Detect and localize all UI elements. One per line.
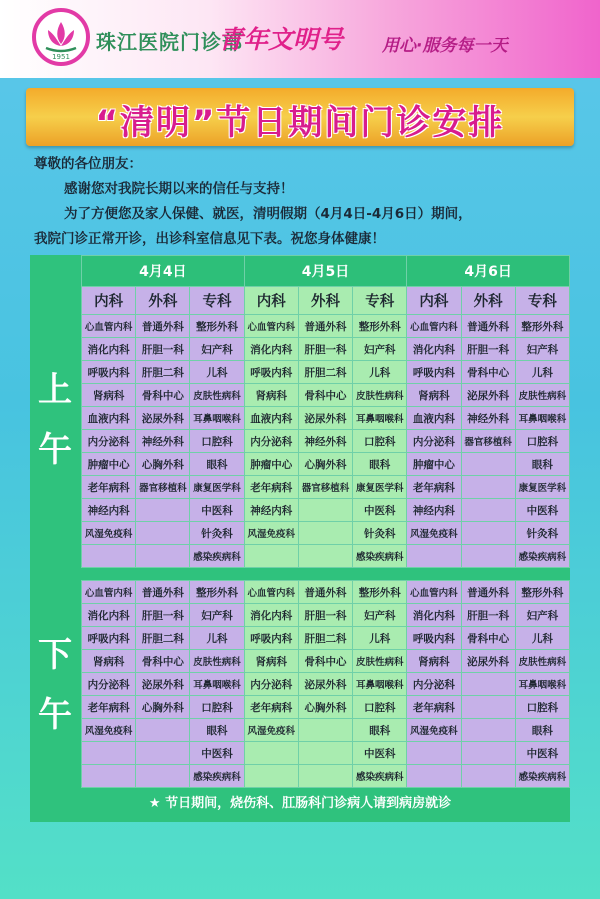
- schedule-cell: 消化内科: [244, 604, 298, 627]
- schedule-cell: 普通外科: [136, 581, 190, 604]
- schedule-cell: 神经外科: [298, 430, 352, 453]
- schedule-cell: 整形外科: [190, 581, 244, 604]
- schedule-cell: 皮肤性病科: [515, 384, 569, 407]
- schedule-cell: [136, 545, 190, 568]
- schedule-cell: 器官移植科: [461, 430, 515, 453]
- intro-line2: 为了方便您及家人保健、就医，清明假期（4月4日-4月6日）期间，: [64, 206, 472, 222]
- schedule-cell: [461, 499, 515, 522]
- schedule-cell: 肝胆一科: [298, 604, 352, 627]
- schedule-cell: 心血管内科: [244, 581, 298, 604]
- schedule-cell: 皮肤性病科: [353, 650, 407, 673]
- schedule-cell: 妇产科: [190, 604, 244, 627]
- schedule-cell: 肝胆一科: [461, 604, 515, 627]
- schedule-cell: 眼科: [515, 453, 569, 476]
- hospital-logo: [32, 8, 90, 66]
- schedule-cell: [82, 742, 136, 765]
- schedule-row: [82, 384, 570, 407]
- schedule-cell: [298, 522, 352, 545]
- schedule-cell: 耳鼻咽喉科: [353, 673, 407, 696]
- schedule-cell: [136, 499, 190, 522]
- schedule-cell: 肿瘤中心: [244, 453, 298, 476]
- schedule-cell: 呼吸内科: [244, 627, 298, 650]
- intro-text: [34, 152, 574, 252]
- schedule-cell: 心胸外科: [136, 453, 190, 476]
- schedule-cell: 内分泌科: [82, 673, 136, 696]
- schedule-cell: 眼科: [190, 719, 244, 742]
- schedule-cell: 感染疾病科: [515, 545, 569, 568]
- schedule-cell: 消化内科: [407, 604, 461, 627]
- schedule-cell: 器官移植科: [298, 476, 352, 499]
- schedule-row: [82, 604, 570, 627]
- morning-grid: [81, 255, 570, 568]
- schedule-cell: 口腔科: [515, 696, 569, 719]
- schedule-cell: 心胸外科: [298, 696, 352, 719]
- schedule-cell: 妇产科: [353, 604, 407, 627]
- schedule-cell: 儿科: [353, 627, 407, 650]
- schedule-cell: 泌尿外科: [298, 407, 352, 430]
- schedule-cell: 骨科中心: [298, 650, 352, 673]
- schedule-cell: 老年病科: [407, 476, 461, 499]
- schedule-row: [82, 361, 570, 384]
- morning-label: [30, 360, 80, 480]
- schedule-cell: 耳鼻咽喉科: [353, 407, 407, 430]
- schedule-cell: 耳鼻咽喉科: [190, 407, 244, 430]
- schedule-cell: 神经内科: [244, 499, 298, 522]
- schedule-cell: 心血管内科: [244, 315, 298, 338]
- schedule-cell: 呼吸内科: [82, 627, 136, 650]
- schedule-cell: 整形外科: [515, 315, 569, 338]
- schedule-cell: 皮肤性病科: [353, 384, 407, 407]
- dept-header: 内科: [407, 287, 461, 315]
- schedule-cell: 感染疾病科: [190, 765, 244, 788]
- schedule-cell: 泌尿外科: [298, 673, 352, 696]
- schedule-cell: 整形外科: [515, 581, 569, 604]
- schedule-cell: [461, 742, 515, 765]
- lotus-icon: [36, 12, 86, 62]
- schedule-cell: 内分泌科: [407, 673, 461, 696]
- schedule-cell: 风湿免疫科: [82, 719, 136, 742]
- schedule-cell: [407, 742, 461, 765]
- schedule-cell: 骨科中心: [136, 650, 190, 673]
- schedule-cell: 中医科: [515, 742, 569, 765]
- schedule-cell: 泌尿外科: [136, 673, 190, 696]
- schedule-cell: 针灸科: [515, 522, 569, 545]
- schedule-table: [30, 255, 570, 822]
- schedule-row: [82, 407, 570, 430]
- schedule-cell: 中医科: [515, 499, 569, 522]
- schedule-cell: [244, 545, 298, 568]
- schedule-cell: 妇产科: [353, 338, 407, 361]
- schedule-cell: 肝胆一科: [136, 604, 190, 627]
- schedule-cell: 肾病科: [244, 650, 298, 673]
- schedule-cell: 骨科中心: [461, 361, 515, 384]
- schedule-row: [82, 650, 570, 673]
- schedule-cell: 儿科: [190, 361, 244, 384]
- schedule-cell: 呼吸内科: [244, 361, 298, 384]
- schedule-row: [82, 430, 570, 453]
- period-char: 下: [38, 635, 72, 675]
- period-char: 午: [38, 695, 72, 735]
- schedule-cell: 肾病科: [244, 384, 298, 407]
- dept-header: 外科: [298, 287, 352, 315]
- schedule-cell: 针灸科: [190, 522, 244, 545]
- schedule-cell: 风湿免疫科: [407, 522, 461, 545]
- schedule-cell: 血液内科: [244, 407, 298, 430]
- schedule-cell: [298, 499, 352, 522]
- schedule-cell: 眼科: [353, 719, 407, 742]
- schedule-row: [82, 581, 570, 604]
- schedule-cell: 口腔科: [190, 696, 244, 719]
- schedule-row: [82, 627, 570, 650]
- schedule-cell: 普通外科: [461, 581, 515, 604]
- schedule-cell: 消化内科: [407, 338, 461, 361]
- dept-header: 内科: [82, 287, 136, 315]
- schedule-row: [82, 499, 570, 522]
- schedule-cell: 呼吸内科: [407, 361, 461, 384]
- schedule-cell: 肝胆二科: [136, 361, 190, 384]
- schedule-cell: 内分泌科: [244, 673, 298, 696]
- intro-line3: 我院门诊正常开诊，出诊科室信息见下表。祝您身体健康！: [34, 231, 385, 247]
- schedule-cell: [136, 765, 190, 788]
- dept-header: 外科: [136, 287, 190, 315]
- schedule-cell: 内分泌科: [82, 430, 136, 453]
- schedule-cell: 血液内科: [407, 407, 461, 430]
- schedule-cell: 内分泌科: [244, 430, 298, 453]
- schedule-cell: 呼吸内科: [407, 627, 461, 650]
- schedule-cell: 消化内科: [82, 604, 136, 627]
- intro-greeting: 尊敬的各位朋友：: [34, 156, 142, 172]
- schedule-cell: [298, 742, 352, 765]
- afternoon-table: [81, 580, 570, 788]
- schedule-row: [82, 696, 570, 719]
- schedule-cell: [461, 673, 515, 696]
- schedule-cell: 泌尿外科: [461, 384, 515, 407]
- title-bar: [26, 88, 574, 146]
- schedule-cell: 老年病科: [407, 696, 461, 719]
- schedule-row: [82, 742, 570, 765]
- schedule-cell: 普通外科: [136, 315, 190, 338]
- schedule-cell: 风湿免疫科: [244, 719, 298, 742]
- schedule-cell: 口腔科: [190, 430, 244, 453]
- schedule-cell: 骨科中心: [461, 627, 515, 650]
- schedule-cell: [461, 719, 515, 742]
- schedule-row: [82, 453, 570, 476]
- schedule-cell: 老年病科: [244, 476, 298, 499]
- schedule-cell: [136, 522, 190, 545]
- schedule-row: [82, 545, 570, 568]
- schedule-cell: 心血管内科: [407, 315, 461, 338]
- schedule-cell: 中医科: [353, 499, 407, 522]
- schedule-cell: 心血管内科: [407, 581, 461, 604]
- header-banner: [0, 0, 600, 78]
- schedule-cell: 康复医学科: [190, 476, 244, 499]
- schedule-cell: 肾病科: [407, 384, 461, 407]
- afternoon-label: [30, 625, 80, 745]
- schedule-row: [82, 476, 570, 499]
- schedule-cell: 儿科: [190, 627, 244, 650]
- schedule-cell: [298, 765, 352, 788]
- schedule-cell: 心血管内科: [82, 315, 136, 338]
- schedule-row: [82, 765, 570, 788]
- schedule-row: [82, 673, 570, 696]
- schedule-cell: 感染疾病科: [353, 765, 407, 788]
- schedule-cell: 肝胆一科: [298, 338, 352, 361]
- schedule-cell: 泌尿外科: [136, 407, 190, 430]
- schedule-cell: 耳鼻咽喉科: [515, 407, 569, 430]
- schedule-row: [82, 338, 570, 361]
- schedule-cell: 骨科中心: [298, 384, 352, 407]
- schedule-cell: 神经外科: [136, 430, 190, 453]
- schedule-cell: 儿科: [515, 627, 569, 650]
- schedule-cell: 血液内科: [82, 407, 136, 430]
- schedule-cell: 耳鼻咽喉科: [515, 673, 569, 696]
- schedule-cell: 皮肤性病科: [190, 384, 244, 407]
- schedule-cell: 肝胆一科: [461, 338, 515, 361]
- schedule-cell: 整形外科: [353, 315, 407, 338]
- schedule-cell: 风湿免疫科: [82, 522, 136, 545]
- schedule-cell: 神经内科: [82, 499, 136, 522]
- intro-line1: 感谢您对我院长期以来的信任与支持！: [64, 181, 294, 197]
- schedule-row: [82, 719, 570, 742]
- schedule-cell: 呼吸内科: [82, 361, 136, 384]
- schedule-cell: 老年病科: [82, 696, 136, 719]
- schedule-cell: [407, 765, 461, 788]
- schedule-cell: 口腔科: [515, 430, 569, 453]
- schedule-cell: 儿科: [353, 361, 407, 384]
- schedule-cell: 针灸科: [353, 522, 407, 545]
- logo-year: 1951: [52, 53, 70, 61]
- schedule-cell: [298, 545, 352, 568]
- dept-header: 专科: [190, 287, 244, 315]
- schedule-cell: 眼科: [515, 719, 569, 742]
- dept-header: 专科: [515, 287, 569, 315]
- schedule-cell: 口腔科: [353, 430, 407, 453]
- date-row: [82, 256, 570, 287]
- schedule-cell: 眼科: [190, 453, 244, 476]
- schedule-row: [82, 522, 570, 545]
- schedule-cell: [461, 476, 515, 499]
- schedule-cell: 中医科: [353, 742, 407, 765]
- schedule-cell: 妇产科: [515, 604, 569, 627]
- schedule-cell: 肾病科: [407, 650, 461, 673]
- schedule-cell: 心胸外科: [298, 453, 352, 476]
- afternoon-grid: [81, 580, 570, 788]
- schedule-cell: 心血管内科: [82, 581, 136, 604]
- schedule-cell: 老年病科: [82, 476, 136, 499]
- schedule-cell: 感染疾病科: [190, 545, 244, 568]
- slogan: 用心·服务每一天: [382, 36, 508, 56]
- dept-header: 内科: [244, 287, 298, 315]
- schedule-cell: 皮肤性病科: [515, 650, 569, 673]
- schedule-cell: 风湿免疫科: [244, 522, 298, 545]
- schedule-cell: 中医科: [190, 742, 244, 765]
- schedule-row: [82, 315, 570, 338]
- schedule-cell: 口腔科: [353, 696, 407, 719]
- schedule-cell: 心胸外科: [136, 696, 190, 719]
- schedule-cell: 整形外科: [353, 581, 407, 604]
- schedule-cell: 康复医学科: [515, 476, 569, 499]
- dept-header: 外科: [461, 287, 515, 315]
- dept-header-row: [82, 287, 570, 315]
- schedule-cell: 骨科中心: [136, 384, 190, 407]
- schedule-cell: 肿瘤中心: [407, 453, 461, 476]
- schedule-cell: 肝胆二科: [298, 627, 352, 650]
- date-header: 4月5日: [244, 256, 407, 287]
- schedule-cell: [136, 742, 190, 765]
- schedule-cell: 普通外科: [298, 581, 352, 604]
- schedule-cell: [461, 765, 515, 788]
- schedule-cell: [244, 742, 298, 765]
- period-char: 午: [38, 430, 72, 470]
- schedule-cell: 老年病科: [244, 696, 298, 719]
- schedule-cell: 普通外科: [461, 315, 515, 338]
- schedule-cell: [82, 765, 136, 788]
- schedule-cell: [407, 545, 461, 568]
- schedule-cell: 神经外科: [461, 407, 515, 430]
- page-title: “清明”节日期间门诊安排: [95, 103, 505, 143]
- schedule-cell: 整形外科: [190, 315, 244, 338]
- schedule-cell: 泌尿外科: [461, 650, 515, 673]
- schedule-cell: 普通外科: [298, 315, 352, 338]
- hospital-name: 珠江医院门诊部: [96, 30, 243, 54]
- schedule-cell: 消化内科: [82, 338, 136, 361]
- schedule-cell: 肾病科: [82, 384, 136, 407]
- schedule-cell: [461, 696, 515, 719]
- schedule-cell: [136, 719, 190, 742]
- schedule-cell: 妇产科: [515, 338, 569, 361]
- schedule-cell: 皮肤性病科: [190, 650, 244, 673]
- schedule-cell: [244, 765, 298, 788]
- schedule-cell: 肝胆二科: [298, 361, 352, 384]
- schedule-cell: 肝胆一科: [136, 338, 190, 361]
- schedule-cell: 康复医学科: [353, 476, 407, 499]
- schedule-cell: [461, 522, 515, 545]
- schedule-cell: 眼科: [353, 453, 407, 476]
- schedule-cell: [298, 719, 352, 742]
- schedule-cell: [461, 453, 515, 476]
- dept-header: 专科: [353, 287, 407, 315]
- schedule-cell: 肝胆二科: [136, 627, 190, 650]
- schedule-cell: 消化内科: [244, 338, 298, 361]
- morning-table: [81, 255, 570, 568]
- schedule-cell: 妇产科: [190, 338, 244, 361]
- schedule-cell: 中医科: [190, 499, 244, 522]
- schedule-cell: 感染疾病科: [353, 545, 407, 568]
- date-header: 4月4日: [82, 256, 245, 287]
- footnote: ★ 节日期间，烧伤科、肛肠科门诊病人请到病房就诊: [148, 796, 452, 811]
- schedule-cell: [461, 545, 515, 568]
- schedule-cell: 肾病科: [82, 650, 136, 673]
- brand-title: 青年文明号: [218, 25, 344, 54]
- schedule-cell: 耳鼻咽喉科: [190, 673, 244, 696]
- schedule-cell: 风湿免疫科: [407, 719, 461, 742]
- period-char: 上: [38, 370, 72, 410]
- date-header: 4月6日: [407, 256, 570, 287]
- schedule-cell: 肿瘤中心: [82, 453, 136, 476]
- schedule-cell: [82, 545, 136, 568]
- schedule-cell: 器官移植科: [136, 476, 190, 499]
- schedule-cell: 儿科: [515, 361, 569, 384]
- schedule-cell: 感染疾病科: [515, 765, 569, 788]
- schedule-cell: 内分泌科: [407, 430, 461, 453]
- schedule-cell: 神经内科: [407, 499, 461, 522]
